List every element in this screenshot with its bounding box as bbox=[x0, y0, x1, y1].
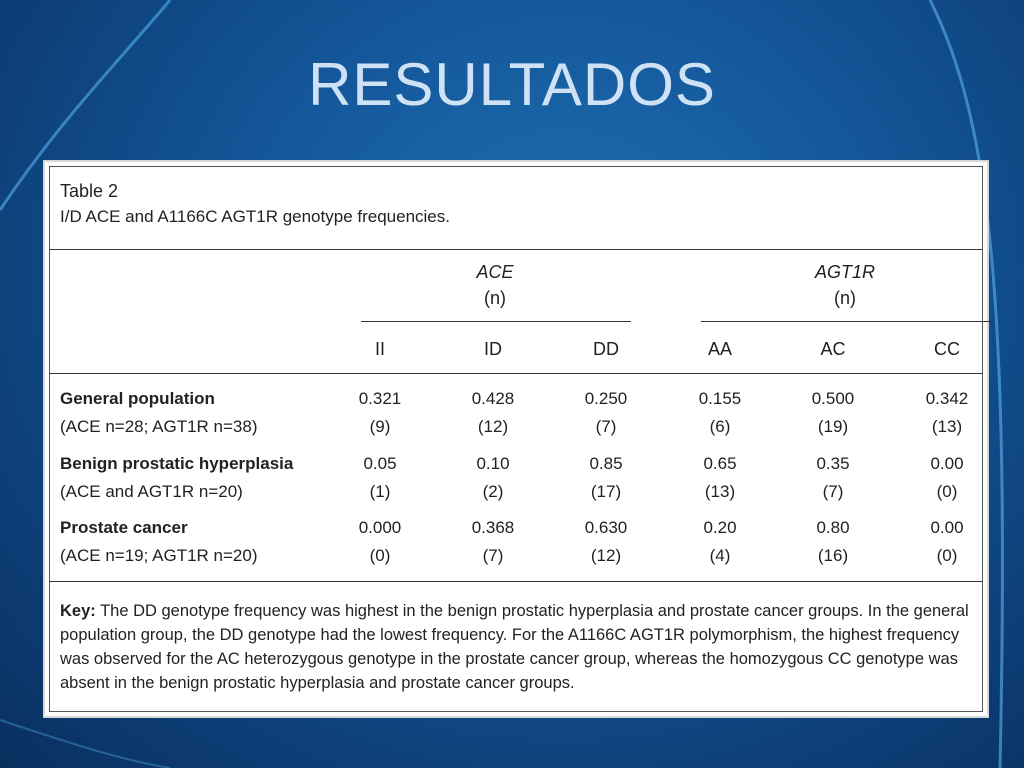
table-label: Table 2 bbox=[60, 181, 119, 201]
table-cell bbox=[907, 514, 987, 570]
cell-value: 0.05 bbox=[363, 454, 397, 473]
cell-value: 0.85 bbox=[589, 454, 623, 473]
rule-agt1r-group bbox=[701, 321, 991, 322]
cell-count: (0) bbox=[369, 546, 391, 565]
cell-count: (1) bbox=[369, 482, 391, 501]
table-cell bbox=[453, 514, 533, 570]
row-label-main: General population bbox=[60, 389, 215, 408]
rule-top bbox=[50, 249, 982, 250]
cell-value: 0.000 bbox=[358, 518, 402, 537]
table-cell bbox=[907, 385, 987, 441]
row-label-main: Benign prostatic hyperplasia bbox=[60, 454, 294, 473]
table-cell bbox=[793, 385, 873, 441]
slide-title: RESULTADOS bbox=[308, 51, 716, 118]
cell-count: (7) bbox=[482, 546, 504, 565]
table-key bbox=[60, 599, 970, 695]
cell-value: 0.80 bbox=[816, 518, 850, 537]
cell-value: 0.00 bbox=[930, 454, 964, 473]
cell-value: 0.630 bbox=[584, 518, 628, 537]
table-cell bbox=[566, 514, 646, 570]
row-label-prostate-cancer bbox=[60, 514, 258, 570]
cell-count: (12) bbox=[590, 546, 622, 565]
cell-value: 0.20 bbox=[703, 518, 737, 537]
column-header-aa: AA bbox=[707, 339, 732, 359]
column-header-ac: AC bbox=[820, 339, 846, 359]
table-cell bbox=[566, 385, 646, 441]
table-cell bbox=[680, 450, 760, 506]
group-name: ACE bbox=[476, 262, 514, 282]
column-header-dd: DD bbox=[593, 339, 619, 359]
cell-value: 0.35 bbox=[816, 454, 850, 473]
table-description-text: I/D ACE and A1166C AGT1R genotype frequencies. bbox=[60, 207, 450, 226]
group-unit: (n) bbox=[484, 288, 506, 308]
table-cell bbox=[340, 514, 420, 570]
table-figure bbox=[43, 160, 989, 718]
row-label-benign-prostatic-hyperplasia bbox=[60, 450, 293, 506]
rule-ace-group bbox=[361, 321, 631, 322]
cell-value: 0.342 bbox=[925, 389, 969, 408]
rule-header bbox=[50, 373, 982, 374]
cell-count: (16) bbox=[817, 546, 849, 565]
row-label-sub: (ACE and AGT1R n=20) bbox=[60, 482, 243, 501]
cell-value: 0.250 bbox=[584, 389, 628, 408]
table-cell bbox=[453, 385, 533, 441]
cell-count: (17) bbox=[590, 482, 622, 501]
cell-value: 0.321 bbox=[358, 389, 402, 408]
key-label: Key: bbox=[60, 602, 96, 620]
cell-count: (0) bbox=[936, 482, 958, 501]
column-header-id: ID bbox=[484, 339, 502, 359]
cell-count: (13) bbox=[704, 482, 736, 501]
cell-count: (0) bbox=[936, 546, 958, 565]
table-cell bbox=[566, 450, 646, 506]
cell-count: (12) bbox=[477, 417, 509, 436]
cell-value: 0.368 bbox=[471, 518, 515, 537]
group-unit: (n) bbox=[834, 288, 856, 308]
cell-count: (19) bbox=[817, 417, 849, 436]
table-cell bbox=[793, 450, 873, 506]
table-caption bbox=[60, 181, 450, 227]
group-name: AGT1R bbox=[814, 262, 875, 282]
table-cell bbox=[340, 385, 420, 441]
table-frame bbox=[49, 166, 983, 712]
column-header-ii: II bbox=[374, 339, 385, 359]
rule-bottom bbox=[50, 581, 982, 582]
group-head-agt1r bbox=[700, 259, 990, 311]
row-label-sub: (ACE n=19; AGT1R n=20) bbox=[60, 546, 258, 565]
cell-count: (13) bbox=[931, 417, 963, 436]
table-cell bbox=[793, 514, 873, 570]
group-head-ace bbox=[360, 259, 630, 311]
key-text: The DD genotype frequency was highest in the benign prostatic hyperplasia and prostate cancer groups. In the general population group, the DD genotype had the lowest frequency. For the A1166C AGT1R polymorphism, the highest frequency was observed for the AC heterozygous genotype in the prostate cancer group, whereas the homozygous CC genotype was absent in the benign prostatic hyperplasia and prostate cancer groups. bbox=[60, 602, 969, 692]
table-description bbox=[60, 207, 450, 227]
cell-count: (4) bbox=[709, 546, 731, 565]
table-cell bbox=[907, 450, 987, 506]
cell-count: (7) bbox=[822, 482, 844, 501]
cell-count: (7) bbox=[595, 417, 617, 436]
cell-count: (2) bbox=[482, 482, 504, 501]
cell-value: 0.10 bbox=[476, 454, 510, 473]
table-cell bbox=[680, 514, 760, 570]
cell-value: 0.428 bbox=[471, 389, 515, 408]
column-header-cc: CC bbox=[934, 339, 960, 359]
row-label-general-population bbox=[60, 385, 258, 441]
cell-value: 0.65 bbox=[703, 454, 737, 473]
table-cell bbox=[340, 450, 420, 506]
row-label-main: Prostate cancer bbox=[60, 518, 188, 537]
cell-value: 0.500 bbox=[811, 389, 855, 408]
table-cell bbox=[453, 450, 533, 506]
row-label-sub: (ACE n=28; AGT1R n=38) bbox=[60, 417, 258, 436]
cell-value: 0.00 bbox=[930, 518, 964, 537]
cell-count: (6) bbox=[709, 417, 731, 436]
cell-value: 0.155 bbox=[698, 389, 742, 408]
cell-count: (9) bbox=[369, 417, 391, 436]
table-cell bbox=[680, 385, 760, 441]
